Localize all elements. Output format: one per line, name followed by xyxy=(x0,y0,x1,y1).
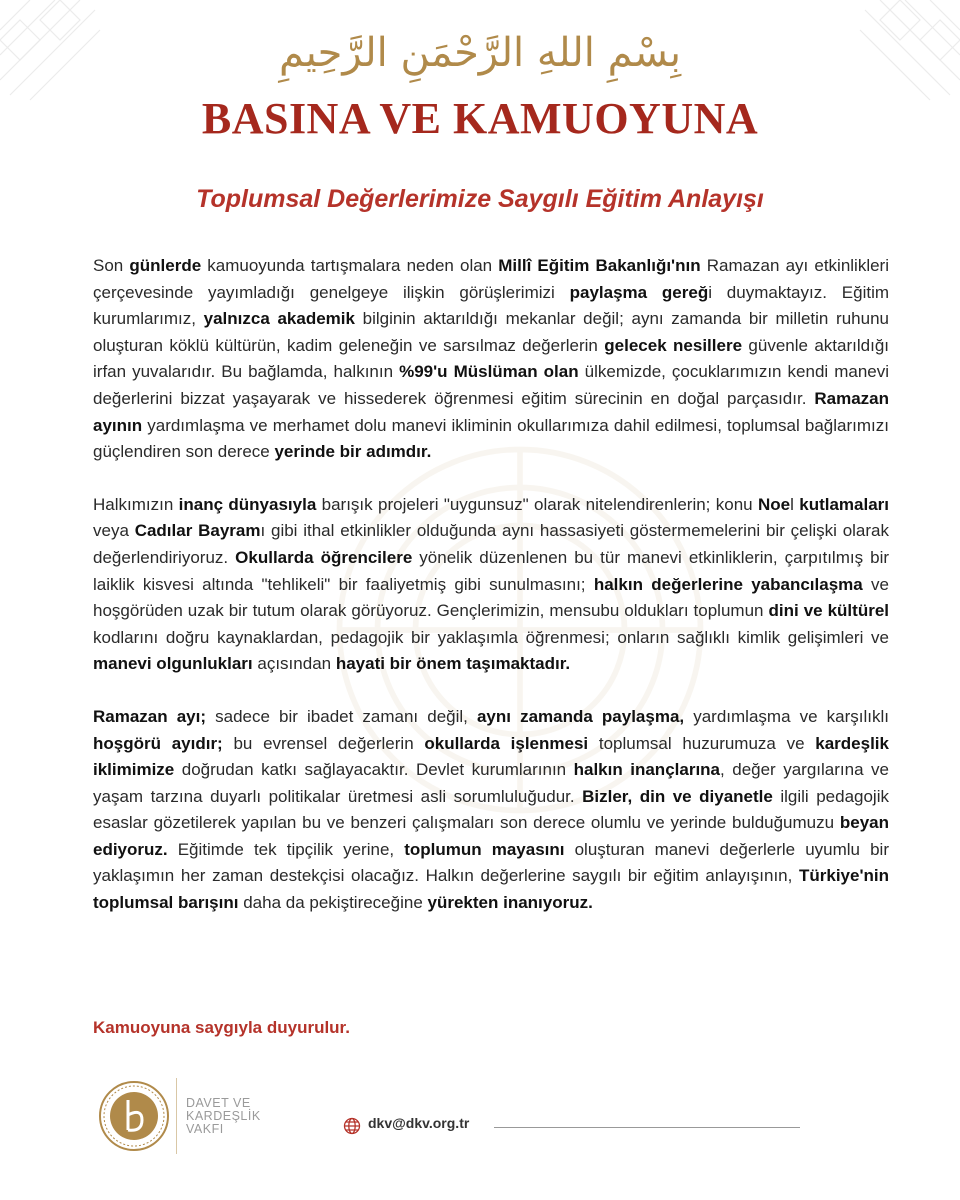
bold-run: kutlamaları xyxy=(799,494,890,514)
foundation-name xyxy=(186,1097,261,1136)
statement-body xyxy=(93,253,889,943)
bold-run: Okullarda öğrencilere xyxy=(235,547,413,567)
text-run: barışık projeleri "uygunsuz" olarak nitelendirenlerin; konu xyxy=(316,494,758,514)
text-run: sadece bir ibadet zamanı değil, xyxy=(206,706,477,726)
text-run: bu evrensel değerlerin xyxy=(222,733,425,753)
text-run: Son xyxy=(93,256,130,275)
bold-run: Bizler, din ve diyanetle xyxy=(582,786,773,806)
text-run: Eğitimde tek tipçilik yerine, xyxy=(167,839,405,859)
paragraph-1 xyxy=(93,253,889,466)
bold-run: Cadılar Bayram xyxy=(134,521,261,541)
foundation-name-line-1: DAVET VE xyxy=(186,1096,251,1110)
text-run: ilgili pedagojik esaslar gözetilerek yapılan bu ve benzeri çalışmaları son derece olumlu ve yerinde bulduğumuzu xyxy=(93,786,889,833)
text-run: kodlarını doğru kaynaklardan, pedagojik bir yaklaşımla öğrenmesi; onların sağlıklı kimlik gelişimleri ve xyxy=(93,627,889,647)
text-run: ve hoşgörüden uzak bir tutum olarak görüyoruz. Gençlerimizin, mensubu oldukları toplumun xyxy=(93,574,890,621)
text-run: Ramazan ayı etkinlikleri çerçevesinde yayımladığı genelgeye ilişkin görüşlerimizi xyxy=(93,256,889,302)
text-run: , değer yargılarına ve yaşam tarzına duyarlı politikalar üretmesi asli sorumluluğudur. xyxy=(93,760,889,806)
text-run: yardımlaşma ve karşılıklı xyxy=(684,706,889,726)
bold-run: kardeşlik iklimimize xyxy=(93,733,889,780)
text-run: ülkemizde, çocuklarımızın kendi manevi değerlerini bizzat yaşayarak ve hissederek öğrenmesi eğitim sürecinin en doğal parçasıdır. xyxy=(93,362,890,408)
bold-run: okullarda işlenmesi xyxy=(424,733,589,753)
bold-run: inanç dünyasıyla xyxy=(178,494,317,514)
bold-run: günlerde xyxy=(129,256,202,275)
bold-run: Noe xyxy=(757,494,791,514)
bold-run: %99'u Müslüman olan xyxy=(399,362,579,382)
text-run: yönelik düzenlenen bu tür manevi etkinliklerin, çarpıtılmış bir laiklik kisvesi altında "tehlikeli" bir faaliyetmiş gibi sunulmasını; xyxy=(93,547,890,594)
bold-run: Ramazan ayının xyxy=(93,388,889,435)
bold-run: beyan ediyoruz. xyxy=(93,813,889,859)
bold-run: yürekten inanıyoruz. xyxy=(427,893,593,913)
globe-icon xyxy=(343,1117,361,1135)
foundation-name-line-3: VAKFI xyxy=(186,1122,224,1136)
bold-run: halkın inançlarına xyxy=(573,760,721,780)
bold-run: Türkiye'nin toplumsal barışını xyxy=(93,866,889,913)
bold-run: paylaşma gereğ xyxy=(569,282,709,302)
closing-line: Kamuoyuna saygıyla duyurulur. xyxy=(93,1018,350,1037)
text-run: veya xyxy=(93,521,135,541)
text-run: Halkımızın xyxy=(93,494,179,514)
text-run: ı gibi ithal etkinlikler olduğunda aynı hassasiyeti göstermemelerini bir çelişki olarak değerlendiriyoruz. xyxy=(93,521,889,567)
text-run: oluşturan manevi değerlerle uyumlu bir yaklaşımın her zaman destekçisi olacağız. Halkın değerlerine saygılı bir eğitim anlayışının, xyxy=(93,839,889,886)
bold-run: Millî Eğitim Bakanlığı'nın xyxy=(498,256,701,275)
bold-run: hayati bir önem taşımaktadır. xyxy=(335,654,571,674)
bold-run: toplumun mayasını xyxy=(404,839,565,859)
bold-run: dini ve kültürel xyxy=(768,601,889,621)
bold-run: yalnızca akademik xyxy=(203,309,355,329)
text-run: güvenle aktarıldığı irfan yuvalarıdır. Bu bağlamda, halkının xyxy=(93,335,889,382)
text-run: i duymaktayız. Eğitim kurumlarımız, xyxy=(93,282,890,329)
text-run: toplumsal huzurumuza ve xyxy=(588,733,816,753)
basmala: بِسْمِ اللهِ الرَّحْمَنِ الرَّحِيمِ xyxy=(278,30,682,76)
text-run: l xyxy=(790,494,800,514)
footer-rule xyxy=(494,1127,800,1128)
paragraph-2 xyxy=(93,492,889,678)
text-run: bilginin aktarıldığı mekanlar değil; aynı zamanda bir milletin ruhunu oluşturan köklü kültürün, kadim geleneğin ve sarsılmaz değerlerin xyxy=(93,309,889,355)
bold-run: yerinde bir adımdır. xyxy=(274,442,432,462)
foundation-name-line-2: KARDEŞLİK xyxy=(186,1109,261,1123)
bold-run: gelecek nesillere xyxy=(604,335,743,355)
logo-divider xyxy=(176,1078,177,1154)
bold-run: hoşgörü ayıdır; xyxy=(93,733,223,753)
text-run: kamuoyunda tartışmalara neden olan xyxy=(201,256,499,275)
contact-email[interactable]: dkv@dkv.org.tr xyxy=(368,1115,470,1131)
bold-run: halkın değerlerine yabancılaşma xyxy=(593,574,863,594)
text-run: daha da pekiştireceğine xyxy=(238,893,428,913)
text-run: açısından xyxy=(252,654,336,674)
text-run: yardımlaşma ve merhamet dolu manevi ikliminin okullarımıza dahil edilmesi, toplumsal bağlarımızı güçlendiren son derece xyxy=(93,415,889,462)
page-title: BASINA VE KAMUOYUNA xyxy=(201,94,759,143)
bold-run: manevi olgunlukları xyxy=(93,654,253,674)
page-subtitle: Toplumsal Değerlerimize Saygılı Eğitim Anlayışı xyxy=(196,185,764,213)
bold-run: Ramazan ayı; xyxy=(93,706,207,726)
foundation-logo-icon xyxy=(98,1080,170,1152)
paragraph-3 xyxy=(93,704,889,917)
bold-run: aynı zamanda paylaşma, xyxy=(476,706,685,726)
text-run: doğrudan katkı sağlayacaktır. Devlet kurumlarının xyxy=(174,760,574,780)
